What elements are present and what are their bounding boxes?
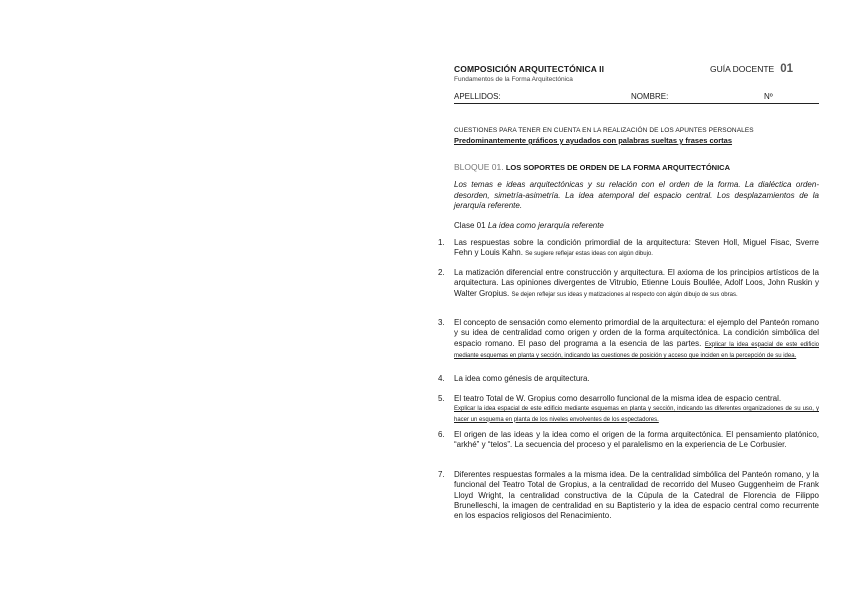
course-subtitle: Fundamentos de la Forma Arquitectónica [454, 76, 573, 83]
item-text-block [454, 268, 819, 300]
item-number: 7. [438, 470, 445, 479]
instructions-line-1: CUESTIONES PARA TENER EN CUENTA EN LA REALIZACIÓN DE LOS APUNTES PERSONALES [454, 127, 754, 134]
document-column [438, 62, 820, 521]
instructions [454, 126, 819, 146]
item-number: 1. [438, 238, 445, 247]
item-number: 5. [438, 394, 445, 403]
item-number: 2. [438, 268, 445, 277]
item-text: Diferentes respuestas formales a la misma idea. De la centralidad simbólica del Panteón romano, y la funcional del Teatro Total de Gropius, a la centralidad de recorrido del Museo Guggenheim de Frank Lloyd Wright, la centralidad constructiva de la Cúpula de la Catedral de Florencia de Filippo Brunelleschi, la imagen de centralidad en su Baptisterio y la idea de espacio central como recurrente en los espacios religiosos del Renacimiento. [454, 470, 819, 521]
item-note: Explicar la idea espacial de este edificio mediante esquemas en planta y sección, indicando las cuestiones de posición y acceso que inciden en la percepción de su idea. [454, 341, 820, 359]
block-number: BLOQUE 01. [454, 162, 504, 172]
item-text-block [454, 238, 819, 260]
item-text: El teatro Total de W. Gropius como desarrollo funcional de la misma idea de espacio central. [454, 394, 782, 403]
item-text: La matización diferencial entre construcción y arquitectura. El axioma de los principios artísticos de la arquitectura. Las opiniones divergentes de Vitrubio, Etienne Louis Boullée, Adolf Loos, John Ruskin y Walter Gropius. [454, 268, 819, 298]
guide-number: 01 [780, 63, 794, 75]
item-text: El concepto de sensación como elemento primordial de la arquitectura: el ejemplo del Panteón romano y su idea de centralidad como origen y orden de la forma arquitectónica. La condición simbólica del espacio romano. El paso del programa a la esencia de las partes. [454, 318, 819, 348]
item-text-block [454, 318, 819, 361]
item-text-block [454, 470, 819, 521]
identification-row [454, 92, 819, 104]
item-text: El origen de las ideas y la idea como el origen de la forma arquitectónica. El pensamiento platónico, “arkhé” y “telos”. La secuencia del proceso y el paralelismo en la experiencia de Le Corbusier. [454, 430, 819, 450]
nombre-label: NOMBRE: [631, 92, 669, 101]
item-note: Se dejen reflejar sus ideas y matizaciones al respecto con algún dibujo de sus obras. [511, 291, 738, 298]
apellidos-label: APELLIDOS: [454, 92, 501, 101]
item-number: 6. [438, 430, 445, 439]
item-text-block [454, 430, 819, 451]
instructions-line-2: Predominantemente gráficos y ayudados con palabras sueltas y frases cortas [454, 136, 733, 145]
item-number: 4. [438, 374, 445, 383]
item-number: 3. [438, 318, 445, 327]
class-heading [454, 221, 819, 231]
header [438, 62, 819, 101]
item-text-block [454, 394, 819, 425]
block-title: LOS SOPORTES DE ORDEN DE LA FORMA ARQUITECTÓNICA [505, 163, 731, 172]
item-note: Se sugiere reflejar estas ideas con algún dibujo. [525, 251, 653, 258]
item-text-block [454, 374, 819, 384]
class-prefix: Clase 01 [454, 221, 486, 230]
block-heading [454, 162, 819, 173]
block-intro: Los temas e ideas arquitectónicas y su relación con el orden de la forma. La dialéctica orden-desorden, simetría-asimetría. La idea atemporal del espacio central. Los desplazamientos de la jerarquía referente. [454, 180, 819, 210]
guide-label [710, 64, 793, 74]
guide-label-text: GUÍA DOCENTE [710, 64, 775, 74]
item-text: Las respuestas sobre la condición primordial de la arquitectura: Steven Holl, Miguel Fisac, Sverre Fehn y Louis Kahn. [454, 238, 819, 258]
item-note: Explicar la idea espacial de este edificio mediante esquemas en planta y sección, indicando las diferentes organizaciones de su uso, y hacer un esquema en planta de los niveles envolventes de los espectadores. [454, 406, 819, 423]
numero-label: Nº [764, 92, 773, 101]
item-text: La idea como génesis de arquitectura. [454, 374, 590, 383]
course-title: COMPOSICIÓN ARQUITECTÓNICA II [454, 64, 605, 74]
class-title: La idea como jerarquía referente [487, 221, 604, 230]
